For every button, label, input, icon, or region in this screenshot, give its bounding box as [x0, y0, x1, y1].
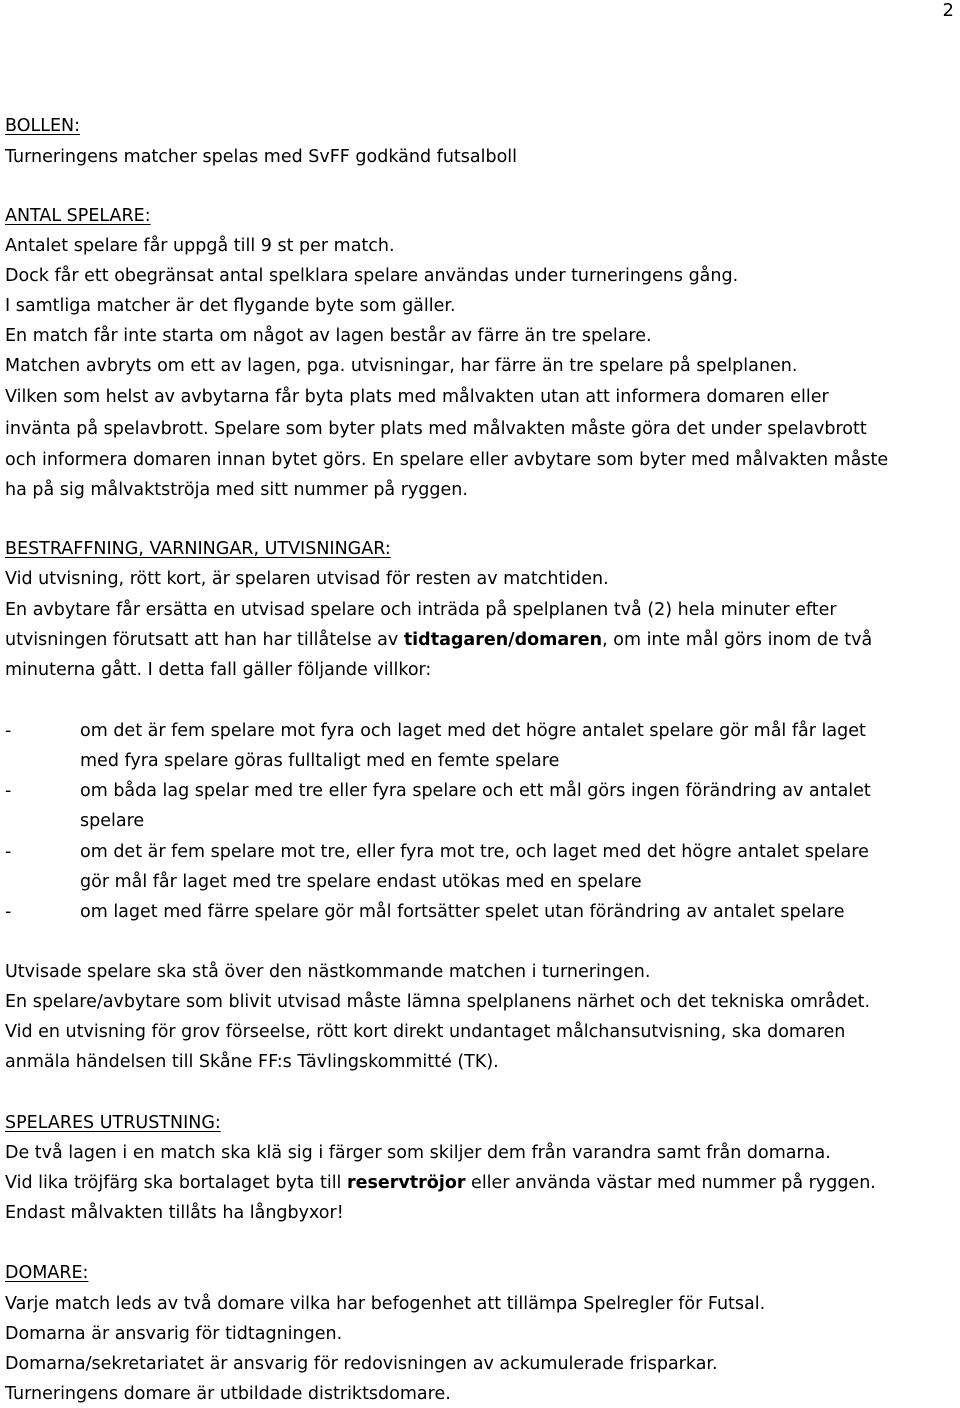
paragraph-line: En spelare/avbytare som blivit utvisad måste lämna spelplanens närhet och det tekniska området. — [5, 992, 871, 1012]
list-item-line: om båda lag spelar med tre eller fyra spelare och ett mål görs ingen förändring av antalet — [80, 781, 871, 801]
bold-term-reservtrojor: reservtröjor — [346, 1173, 466, 1193]
paragraph-line: Turneringens domare är utbildade distriktsdomare. — [5, 1384, 451, 1404]
list-item-line: med fyra spelare göras fulltaligt med en femte spelare — [80, 751, 560, 771]
list-item-line: om det är fem spelare mot fyra och laget med det högre antalet spelare gör mål får laget — [80, 721, 866, 741]
paragraph-line: Vid utvisning, rött kort, är spelaren utvisad för resten av matchtiden. — [5, 569, 609, 589]
list-item-line: spelare — [80, 811, 145, 831]
paragraph-line: De två lagen i en match ska klä sig i färger som skiljer dem från varandra samt från domarna. — [5, 1143, 831, 1163]
paragraph-line: Turneringens matcher spelas med SvFF godkänd futsalboll — [5, 147, 518, 167]
text-run: eller använda västar med nummer på ryggen. — [465, 1173, 876, 1193]
list-dash: - — [5, 842, 12, 862]
paragraph-line: En avbytare får ersätta en utvisad spelare och inträda på spelplanen två (2) hela minuter efter — [5, 600, 837, 620]
paragraph-line: Vid en utvisning för grov förseelse, rött kort direkt undantaget målchansutvisning, ska domaren — [5, 1022, 846, 1042]
list-item-line: gör mål får laget med tre spelare endast utökas med en spelare — [80, 872, 642, 892]
paragraph-line: invänta på spelavbrott. Spelare som byter plats med målvakten måste göra det under spelavbrott — [5, 419, 867, 439]
paragraph-line: anmäla händelsen till Skåne FF:s Tävlingskommitté (TK). — [5, 1052, 499, 1072]
paragraph-line: En match får inte starta om något av lagen består av färre än tre spelare. — [5, 326, 652, 346]
paragraph-line: Endast målvakten tillåts ha långbyxor! — [5, 1203, 344, 1223]
paragraph-line — [5, 627, 872, 653]
paragraph-line: Varje match leds av två domare vilka har befogenhet att tillämpa Spelregler för Futsal. — [5, 1294, 766, 1314]
list-item-line: om laget med färre spelare gör mål fortsätter spelet utan förändring av antalet spelare — [80, 902, 845, 922]
paragraph-line: ha på sig målvaktströja med sitt nummer på ryggen. — [5, 480, 468, 500]
heading-spelares-utrustning: SPELARES UTRUSTNING: — [5, 1113, 221, 1133]
paragraph-line: Antalet spelare får uppgå till 9 st per match. — [5, 236, 395, 256]
page-number: 2 — [942, 0, 954, 21]
paragraph-line: minuterna gått. I detta fall gäller följande villkor: — [5, 660, 432, 680]
bold-term-tidtagaren: tidtagaren/domaren — [403, 630, 603, 650]
list-dash: - — [5, 902, 12, 922]
text-run: Vid lika tröjfärg ska bortalaget byta till — [5, 1173, 347, 1193]
paragraph-line: Vilken som helst av avbytarna får byta plats med målvakten utan att informera domaren eller — [5, 387, 829, 407]
paragraph-line: Domarna är ansvarig för tidtagningen. — [5, 1324, 343, 1344]
heading-antal-spelare: ANTAL SPELARE: — [5, 206, 151, 226]
paragraph-line: och informera domaren innan bytet görs. En spelare eller avbytare som byter med målvakten måste — [5, 450, 889, 470]
text-run: utvisningen förutsatt att han har tillåtelse av — [5, 630, 404, 650]
heading-domare: DOMARE: — [5, 1263, 89, 1283]
paragraph-line: I samtliga matcher är det flygande byte som gäller. — [5, 296, 456, 316]
heading-bollen: BOLLEN: — [5, 116, 81, 136]
paragraph-line: Matchen avbryts om ett av lagen, pga. utvisningar, har färre än tre spelare på spelplanen. — [5, 356, 798, 376]
heading-bestraffning: BESTRAFFNING, VARNINGAR, UTVISNINGAR: — [5, 539, 391, 559]
paragraph-line: Dock får ett obegränsat antal spelklara spelare användas under turneringens gång. — [5, 266, 739, 286]
paragraph-line: Utvisade spelare ska stå över den nästkommande matchen i turneringen. — [5, 962, 651, 982]
list-dash: - — [5, 721, 12, 741]
list-item-line: om det är fem spelare mot tre, eller fyra mot tre, och laget med det högre antalet spelare — [80, 842, 869, 862]
paragraph-line: Domarna/sekretariatet är ansvarig för redovisningen av ackumulerade frisparkar. — [5, 1354, 718, 1374]
list-dash: - — [5, 781, 12, 801]
paragraph-line — [5, 1170, 876, 1196]
text-run: , om inte mål görs inom de två — [602, 630, 873, 650]
